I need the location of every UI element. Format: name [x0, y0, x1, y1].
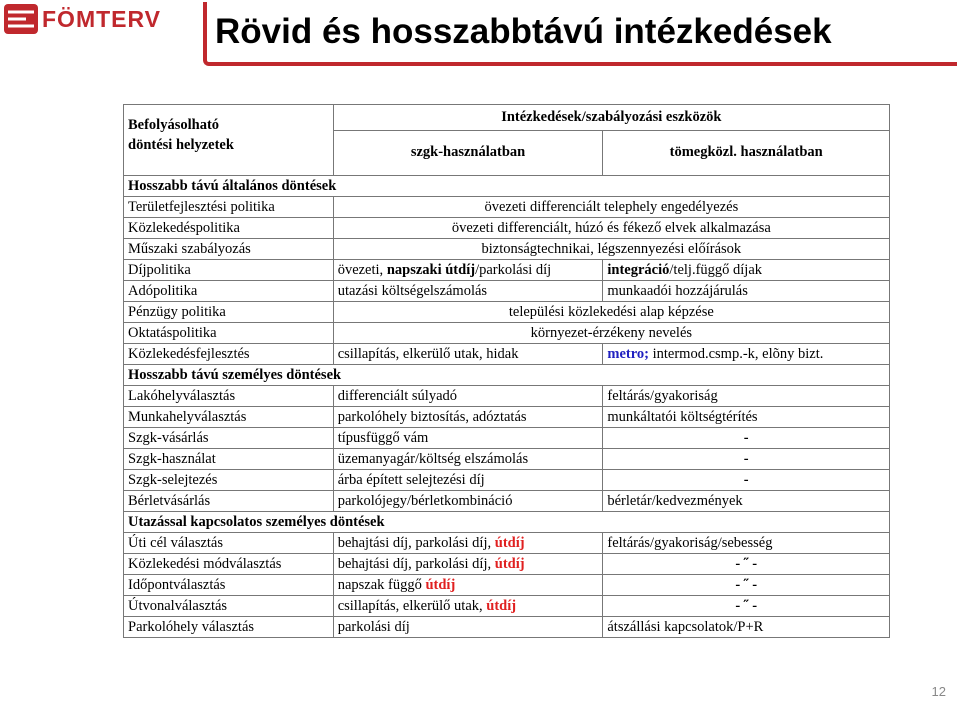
row-measure: övezeti differenciált telephely engedélyezés — [333, 197, 889, 218]
row-pt-measure: átszállási kapcsolatok/P+R — [603, 617, 890, 638]
row-car-measure — [333, 596, 603, 617]
table-row — [124, 533, 890, 554]
table-row — [124, 428, 890, 449]
section-row — [124, 176, 890, 197]
section-title: Hosszabb távú személyes döntések — [124, 365, 890, 386]
page-title: Rövid és hosszabbtávú intézkedések — [215, 12, 832, 51]
row-car-measure: csillapítás, elkerülő utak, hidak — [333, 344, 603, 365]
row-label: Díjpolitika — [124, 260, 334, 281]
header-public-transport: tömegközl. használatban — [603, 130, 890, 175]
text-part: /telj.függő díjak — [669, 261, 763, 278]
row-measure: biztonságtechnikai, légszennyezési előírások — [333, 239, 889, 260]
row-car-measure: parkolójegy/bérletkombináció — [333, 491, 603, 512]
table-row — [124, 575, 890, 596]
table-row — [124, 491, 890, 512]
table-row — [124, 302, 890, 323]
text-part-blue: metro; — [607, 345, 649, 362]
row-label: Közlekedési módválasztás — [124, 554, 334, 575]
table-row — [124, 239, 890, 260]
row-measure: övezeti differenciált, húzó és fékező elvek alkalmazása — [333, 218, 889, 239]
row-label: Időpontválasztás — [124, 575, 334, 596]
row-label: Parkolóhely választás — [124, 617, 334, 638]
row-label: Adópolitika — [124, 281, 334, 302]
row-car-measure: típusfüggő vám — [333, 428, 603, 449]
row-pt-measure: - — [603, 470, 890, 491]
table-row — [124, 407, 890, 428]
table-row — [124, 449, 890, 470]
row-pt-measure: munkaadói hozzájárulás — [603, 281, 890, 302]
header-decision-situations — [124, 105, 334, 176]
text-part: napszak függő — [337, 576, 426, 593]
text-part: intermod.csmp.-k, elõny bizt. — [648, 345, 824, 362]
table-row — [124, 281, 890, 302]
table-row — [124, 260, 890, 281]
row-pt-measure — [603, 344, 890, 365]
row-car-measure: parkolási díj — [333, 617, 603, 638]
section-row — [124, 365, 890, 386]
logo-mark-icon — [4, 4, 38, 34]
row-label: Területfejlesztési politika — [124, 197, 334, 218]
row-car-measure — [333, 260, 603, 281]
section-row — [124, 512, 890, 533]
header-measures: Intézkedések/szabályozási eszközök — [333, 105, 889, 131]
table-row — [124, 617, 890, 638]
row-pt-measure: bérletár/kedvezmények — [603, 491, 890, 512]
row-label: Közlekedéspolitika — [124, 218, 334, 239]
row-car-measure — [333, 533, 603, 554]
header-left-line-1: Befolyásolható — [128, 117, 220, 133]
row-car-measure — [333, 575, 603, 596]
row-car-measure: parkolóhely biztosítás, adóztatás — [333, 407, 603, 428]
row-label: Szgk-vásárlás — [124, 428, 334, 449]
text-part: behajtási díj, parkolási díj, — [337, 534, 495, 551]
text-part-red: útdíj — [425, 576, 456, 593]
row-label: Lakóhelyválasztás — [124, 386, 334, 407]
text-part: /parkolási díj — [475, 261, 552, 278]
table-row — [124, 323, 890, 344]
row-label: Műszaki szabályozás — [124, 239, 334, 260]
table-row — [124, 197, 890, 218]
row-car-measure: utazási költségelszámolás — [333, 281, 603, 302]
text-part: övezeti, — [337, 261, 387, 278]
row-label: Közlekedésfejlesztés — [124, 344, 334, 365]
text-part-red: útdíj — [486, 597, 517, 614]
row-label: Szgk-selejtezés — [124, 470, 334, 491]
row-car-measure: üzemanyagár/költség elszámolás — [333, 449, 603, 470]
text-part-red: útdíj — [494, 555, 525, 572]
row-label: Szgk-használat — [124, 449, 334, 470]
row-label: Oktatáspolitika — [124, 323, 334, 344]
text-part-bold: napszaki útdíj — [386, 261, 476, 278]
row-pt-measure: - — [603, 449, 890, 470]
row-car-measure: árba épített selejtezési díj — [333, 470, 603, 491]
header-left-line-2: döntési helyzetek — [128, 137, 234, 153]
text-part-red: útdíj — [494, 534, 525, 551]
row-car-measure: differenciált súlyadó — [333, 386, 603, 407]
text-part: behajtási díj, parkolási díj, — [337, 555, 495, 572]
row-label: Pénzügy politika — [124, 302, 334, 323]
table-row — [124, 386, 890, 407]
row-pt-measure: - ˝ - — [603, 596, 890, 617]
table-row — [124, 596, 890, 617]
header-car-use: szgk-használatban — [333, 130, 603, 175]
measures-table — [123, 104, 890, 638]
text-part-bold: integráció — [607, 261, 670, 278]
company-logo — [4, 4, 200, 34]
row-measure: környezet-érzékeny nevelés — [333, 323, 889, 344]
row-pt-measure: munkáltatói költségtérítés — [603, 407, 890, 428]
row-car-measure — [333, 554, 603, 575]
row-label: Úti cél választás — [124, 533, 334, 554]
row-pt-measure — [603, 260, 890, 281]
row-label: Útvonalválasztás — [124, 596, 334, 617]
page-number: 12 — [931, 684, 946, 699]
table-row — [124, 470, 890, 491]
row-pt-measure: - — [603, 428, 890, 449]
logo-text: FÖMTERV — [42, 6, 162, 32]
row-pt-measure: - ˝ - — [603, 575, 890, 596]
row-label: Munkahelyválasztás — [124, 407, 334, 428]
row-pt-measure: feltárás/gyakoriság/sebesség — [603, 533, 890, 554]
table-row — [124, 218, 890, 239]
row-label: Bérletvásárlás — [124, 491, 334, 512]
text-part: csillapítás, elkerülő utak, — [337, 597, 487, 614]
row-pt-measure: - ˝ - — [603, 554, 890, 575]
section-title: Utazással kapcsolatos személyes döntések — [124, 512, 890, 533]
row-pt-measure: feltárás/gyakoriság — [603, 386, 890, 407]
section-title: Hosszabb távú általános döntések — [124, 176, 890, 197]
table-row — [124, 344, 890, 365]
row-measure: települési közlekedési alap képzése — [333, 302, 889, 323]
table-row — [124, 554, 890, 575]
